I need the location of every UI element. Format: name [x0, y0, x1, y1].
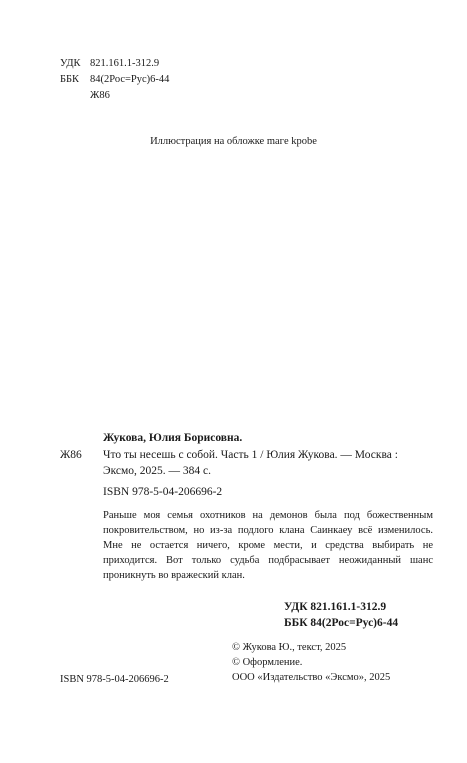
isbn-footer: ISBN 978-5-04-206696-2 — [60, 674, 169, 685]
illustration-credit: Иллюстрация на обложке maгe kpobe — [150, 136, 317, 147]
udk-code: УДК 821.161.1-312.9 — [284, 601, 387, 613]
catalog-mark: Ж86 — [60, 449, 82, 461]
isbn-line: ISBN 978-5-04-206696-2 — [103, 486, 223, 498]
udk-label: УДК — [60, 58, 81, 69]
copyright-line: © Оформление. — [232, 657, 303, 668]
copyright-block — [232, 640, 390, 685]
bibliographic-description: Что ты несешь с собой. Часть 1 / Юлия Жукова. — Москва : Эксмо, 2025. — 384 с. — [103, 449, 398, 477]
bbk-code: ББК 84(2Рос=Рус)6-44 — [284, 617, 399, 629]
bbk-row — [60, 72, 169, 88]
copyright-line: ООО «Издательство «Эксмо», 2025 — [232, 672, 391, 683]
copyright-line: © Жукова Ю., текст, 2025 — [232, 642, 347, 653]
udk-row — [60, 56, 169, 72]
author-mark: Ж86 — [90, 90, 110, 101]
classification-codes — [60, 56, 169, 104]
author-heading: Жукова, Юлия Борисовна. — [103, 432, 243, 444]
author-mark-row — [60, 88, 169, 104]
bbk-value: 84(2Рос=Рус)6-44 — [90, 74, 170, 85]
bbk-label: ББК — [60, 74, 80, 85]
udk-value: 821.161.1-312.9 — [90, 58, 160, 69]
annotation-text: Раньше моя семья охотников на демонов была под божественным покровительством, но из-за подлого клана Саинкаеу всё изменилось. Мне не остается ничего, кроме мести, и средства выбирать не приходится. Вот только судьба подбрасывает неожиданный шанс проникнуть во вражеский клан. — [103, 510, 433, 581]
